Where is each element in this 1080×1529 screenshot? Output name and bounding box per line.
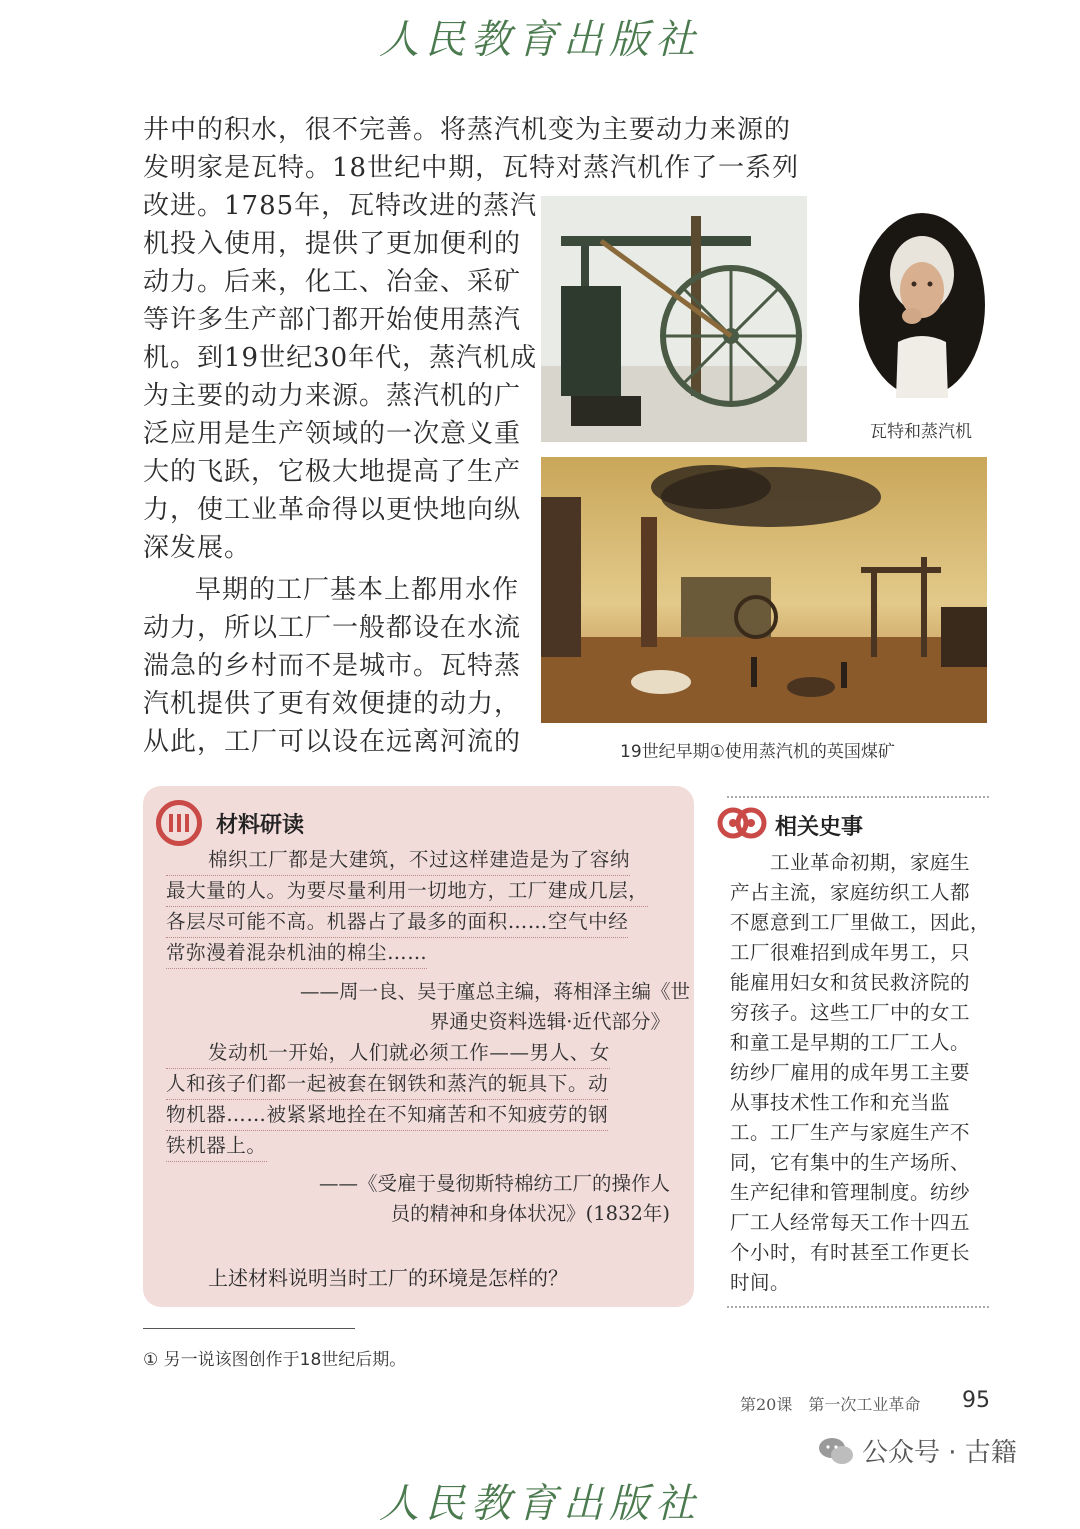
text-line: 动力，所以工厂一般都设在水流 bbox=[143, 613, 522, 643]
steam-engine-image bbox=[541, 196, 807, 442]
side-line: 个小时，有时甚至工作更长 bbox=[730, 1241, 971, 1264]
reading-quote-1 bbox=[166, 845, 648, 969]
reading-question: 上述材料说明当时工厂的环境是怎样的？ bbox=[208, 1266, 568, 1290]
side-line: 不愿意到工厂里做工，因此， bbox=[730, 911, 991, 934]
quote-line: 棉织工厂都是大建筑，不过这样建造是为了容纳 bbox=[166, 845, 630, 876]
side-line: 生产纪律和管理制度。纺纱 bbox=[730, 1181, 971, 1204]
source-line: ——《受雇于曼彻斯特棉纺工厂的操作人 bbox=[318, 1172, 670, 1195]
side-panel-title: 相关史事 bbox=[775, 815, 864, 840]
source-line: 界通史资料选辑·近代部分》 bbox=[429, 1010, 670, 1033]
text-line: 发明家是瓦特。18世纪中期，瓦特对蒸汽机作了一系列 bbox=[143, 153, 800, 183]
reading-source-2 bbox=[260, 1169, 670, 1229]
side-line: 工厂很难招到成年男工，只 bbox=[730, 941, 971, 964]
wechat-watermark bbox=[818, 1432, 1017, 1469]
source-line: ——周一良、吴于廑总主编，蒋相泽主编《世 bbox=[300, 980, 691, 1003]
main-paragraph-2 bbox=[143, 571, 521, 761]
text-line: 湍急的乡村而不是城市。瓦特蒸 bbox=[143, 651, 522, 681]
reading-source-1 bbox=[300, 977, 691, 1037]
side-line: 能雇用妇女和贫民救济院的 bbox=[730, 971, 971, 994]
coal-mine-painting bbox=[541, 457, 987, 723]
source-line: 员的精神和身体状况》(1832年) bbox=[390, 1202, 670, 1225]
text-line: 大的飞跃，它极大地提高了生产 bbox=[143, 457, 522, 487]
text-line: 动力。后来，化工、冶金、采矿 bbox=[143, 267, 522, 297]
quote-line: 人和孩子们都一起被套在钢铁和蒸汽的轭具下。动 bbox=[166, 1069, 608, 1100]
watermark-text: 公众号 · 古籍 bbox=[862, 1438, 1017, 1468]
publisher-logo-bottom: 人民教育出版社 bbox=[379, 1481, 701, 1527]
page-number: 95 bbox=[962, 1388, 990, 1413]
text-line: 机。到19世纪30年代，蒸汽机成 bbox=[143, 343, 538, 373]
quote-line: 各层尽可能不高。机器占了最多的面积……空气中经 bbox=[166, 907, 628, 938]
side-line: 同，它有集中的生产场所、 bbox=[730, 1151, 971, 1174]
side-line: 时间。 bbox=[730, 1271, 791, 1294]
watt-caption: 瓦特和蒸汽机 bbox=[870, 422, 972, 442]
side-panel-top-rule bbox=[727, 796, 989, 798]
quote-line: 最大量的人。为要尽量利用一切地方，工厂建成几层， bbox=[166, 876, 648, 907]
side-line: 穷孩子。这些工厂中的女工 bbox=[730, 1001, 971, 1024]
lesson-header: 第20课 第一次工业革命 bbox=[740, 1395, 921, 1414]
text-line: 井中的积水，很不完善。将蒸汽机变为主要动力来源的 bbox=[143, 115, 792, 145]
text-line: 深发展。 bbox=[143, 533, 252, 563]
text-line: 为主要的动力来源。蒸汽机的广 bbox=[143, 381, 522, 411]
side-line: 厂工人经常每天工作十四五 bbox=[730, 1211, 971, 1234]
footnote: ① 另一说该图创作于18世纪后期。 bbox=[143, 1350, 407, 1370]
watt-portrait bbox=[858, 212, 986, 398]
roman-three-icon bbox=[156, 800, 202, 846]
wechat-icon bbox=[818, 1436, 854, 1466]
history-swirl-icon bbox=[717, 800, 767, 846]
text-line: 改进。1785年，瓦特改进的蒸汽 bbox=[143, 191, 538, 221]
side-line: 纺纱厂雇用的成年男工主要 bbox=[730, 1061, 971, 1084]
side-line: 产占主流，家庭纺织工人都 bbox=[730, 881, 971, 904]
reading-box-title: 材料研读 bbox=[216, 813, 305, 838]
quote-line: 常弥漫着混杂机油的棉尘…… bbox=[166, 938, 427, 969]
side-panel-text bbox=[730, 848, 990, 1298]
side-line: 工业革命初期，家庭生 bbox=[730, 851, 971, 874]
quote-line: 发动机一开始，人们就必须工作——男人、女 bbox=[166, 1038, 610, 1069]
side-panel-bottom-rule bbox=[727, 1306, 989, 1308]
text-line: 汽机提供了更有效便捷的动力， bbox=[143, 689, 522, 719]
quote-line: 物机器……被紧紧地拴在不知痛苦和不知疲劳的钢 bbox=[166, 1100, 608, 1131]
quote-line: 铁机器上。 bbox=[166, 1131, 267, 1162]
side-line: 工。工厂生产与家庭生产不 bbox=[730, 1121, 971, 1144]
footnote-rule bbox=[143, 1328, 355, 1329]
side-line: 从事技术性工作和充当监 bbox=[730, 1091, 951, 1114]
text-line: 从此，工厂可以设在远离河流的 bbox=[143, 727, 522, 757]
publisher-logo-top: 人民教育出版社 bbox=[379, 17, 701, 63]
text-line: 早期的工厂基本上都用水作 bbox=[195, 575, 520, 605]
text-line: 机投入使用，提供了更加便利的 bbox=[143, 229, 522, 259]
text-line: 等许多生产部门都开始使用蒸汽 bbox=[143, 305, 522, 335]
text-line: 泛应用是生产领域的一次意义重 bbox=[143, 419, 522, 449]
side-line: 和童工是早期的工厂工人。 bbox=[730, 1031, 971, 1054]
coal-mine-caption: 19世纪早期①使用蒸汽机的英国煤矿 bbox=[620, 742, 895, 762]
text-line: 力，使工业革命得以更快地向纵 bbox=[143, 495, 522, 525]
reading-quote-2 bbox=[166, 1038, 610, 1162]
